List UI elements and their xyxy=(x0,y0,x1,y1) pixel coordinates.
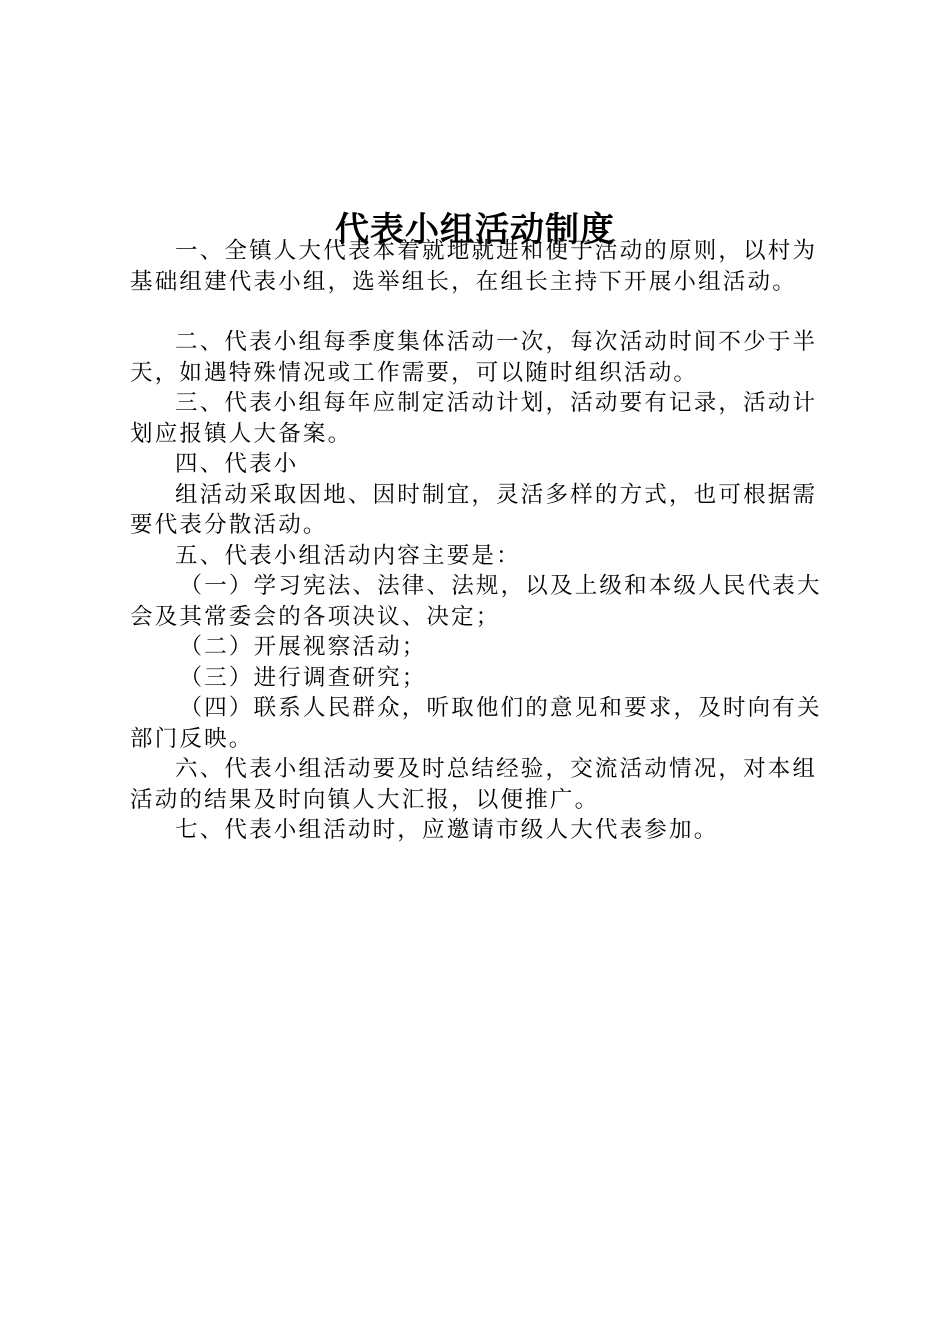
sub-item-4: （四）联系人民群众，听取他们的意见和要求，及时向有关部门反映。 xyxy=(130,695,822,752)
paragraph-1: 一、全镇人大代表本着就地就进和便于活动的原则，以村为基础组建代表小组，选举组长，在组长主持下开展小组活动。 xyxy=(130,238,818,295)
paragraph-7: 七、代表小组活动时，应邀请市级人大代表参加。 xyxy=(175,817,719,843)
paragraph-2: 二、代表小组每季度集体活动一次，每次活动时间不少于半天，如遇特殊情况或工作需要，可以随时组织活动。 xyxy=(130,329,818,386)
sub-item-3: （三）进行调查研究； xyxy=(179,664,427,691)
paragraph-6: 六、代表小组活动要及时总结经验，交流活动情况，对本组活动的结果及时向镇人大汇报，以便推广。 xyxy=(130,756,818,813)
paragraph-4-continued: 组活动采取因地、因时制宜，灵活多样的方式，也可根据需要代表分散活动。 xyxy=(130,481,818,538)
sub-item-1: （一）学习宪法、法律、法规，以及上级和本级人民代表大会及其常委会的各项决议、决定； xyxy=(130,573,822,630)
document-body xyxy=(130,236,835,846)
paragraph-3: 三、代表小组每年应制定活动计划，活动要有记录，活动计划应报镇人大备案。 xyxy=(130,390,818,447)
sub-item-2: （二）开展视察活动； xyxy=(179,634,427,660)
paragraph-gap xyxy=(130,297,835,327)
paragraph-5: 五、代表小组活动内容主要是： xyxy=(175,542,521,569)
document-title: 代表小组活动制度 xyxy=(335,209,615,250)
paragraph-4: 四、代表小 xyxy=(175,451,299,477)
